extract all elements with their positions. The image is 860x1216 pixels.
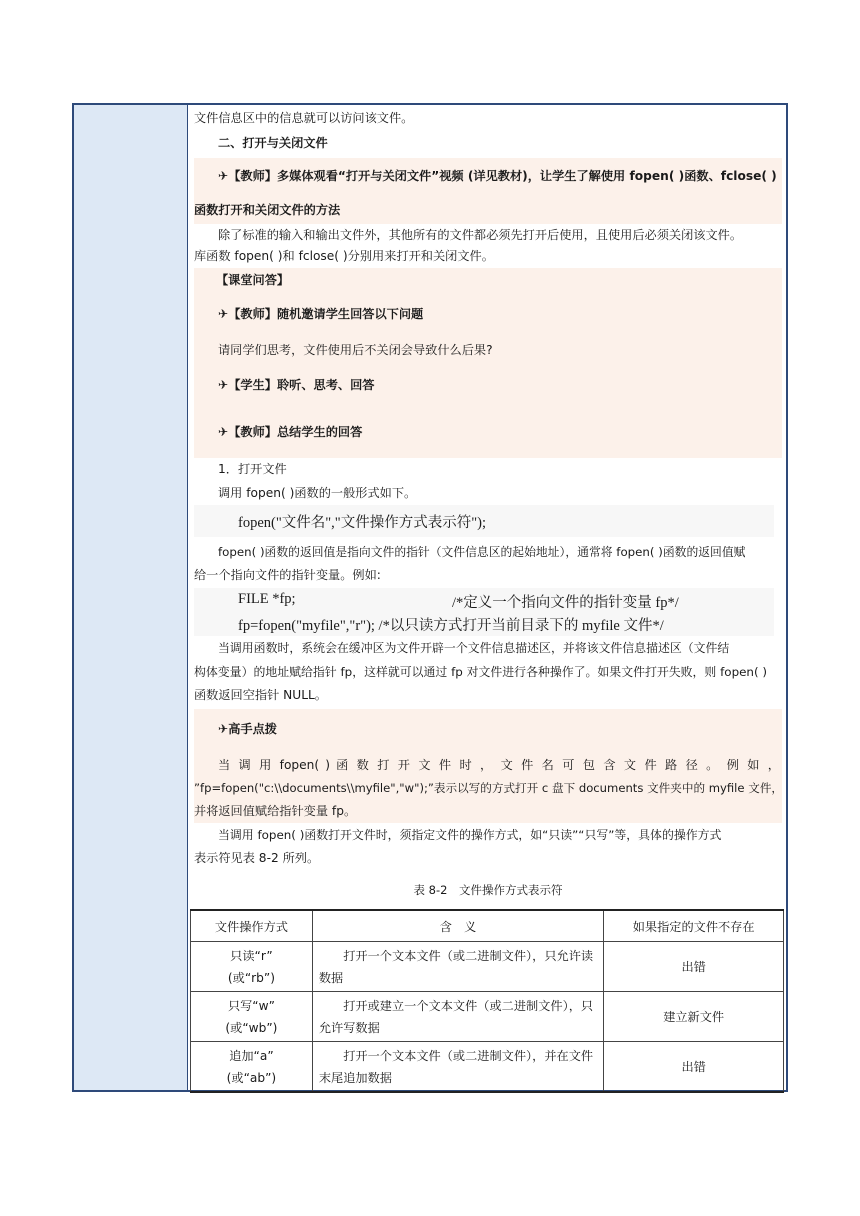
mode-binary: (或“ab”) xyxy=(226,1070,277,1085)
file-mode-table xyxy=(190,909,784,1093)
meaning-cell: 打开一个文本文件（或二进制文件），只允许读数据 xyxy=(312,942,603,992)
qa-question: 请同学们思考，文件使用后不关闭会导致什么后果? xyxy=(218,343,493,357)
mode-name: 追加“a” xyxy=(229,1048,274,1063)
code-form-box xyxy=(194,505,774,537)
qa-title: 【课堂问答】 xyxy=(216,273,290,287)
header-meaning: 含 义 xyxy=(312,910,603,942)
call-line1: 当调用函数时，系统会在缓冲区为文件开辟一个文件信息描述区，并将该文件信息描述区（文件结 xyxy=(218,641,730,655)
tip-box xyxy=(194,709,782,823)
mode-cell xyxy=(191,992,313,1042)
mode-line1: 当调用 fopen( )函数打开文件时，须指定文件的操作方式，如“只读”“只写”等，具体的操作方式 xyxy=(218,828,722,842)
call-line3: 函数返回空指针 NULL。 xyxy=(194,688,327,702)
code-example-box xyxy=(194,588,774,636)
mode-line2: 表示符见表 8-2 所列。 xyxy=(194,851,320,865)
table-row xyxy=(191,1042,784,1093)
qa-student: ✈【学生】聆听、思考、回答 xyxy=(218,378,375,392)
table-header-row xyxy=(191,910,784,942)
general-form-text: 调用 fopen( )函数的一般形式如下。 xyxy=(218,486,417,500)
mode-cell xyxy=(191,942,313,992)
mode-binary: (或“rb”) xyxy=(227,970,275,985)
mode-binary: (或“wb”) xyxy=(225,1020,278,1035)
header-mode: 文件操作方式 xyxy=(191,910,313,942)
call-line2: 构体变量）的地址赋给指针 fp，这样就可以通过 fp 对文件进行各种操作了。如果文件打开失败，则 fopen( ) xyxy=(194,665,768,679)
section-heading: 二、打开与关闭文件 xyxy=(218,136,328,150)
para-continuation: 文件信息区中的信息就可以访问该文件。 xyxy=(194,111,414,125)
table-row xyxy=(191,942,784,992)
content-column xyxy=(190,105,786,1090)
mode-cell xyxy=(191,1042,313,1093)
meaning-cell: 打开一个文本文件（或二进制文件），并在文件末尾追加数据 xyxy=(312,1042,603,1093)
tip-title: ✈高手点拨 xyxy=(218,722,277,736)
return-line1: fopen( )函数的返回值是指向文件的指针（文件信息区的起始地址），通常将 fopen( )函数的返回值赋 xyxy=(218,545,746,559)
tip-line3: 并将返回值赋给指针变量 fp。 xyxy=(194,804,357,818)
table-caption: 表 8-2 文件操作方式表示符 xyxy=(413,883,563,897)
qa-box xyxy=(194,268,782,458)
mode-name: 只写“w” xyxy=(227,998,275,1013)
code-line1-comment: /*定义一个指向文件的指针变量 fp*/ xyxy=(452,595,679,611)
qa-teacher-invite: ✈【教师】随机邀请学生回答以下问题 xyxy=(218,307,424,321)
intro-line1: 除了标准的输入和输出文件外，其他所有的文件都必须先打开后使用，且使用后必须关闭该文件。 xyxy=(218,228,743,242)
lesson-frame xyxy=(72,103,788,1092)
code-line2: fp=fopen("myfile","r"); /*以只读方式打开当前目录下的 myfile 文件*/ xyxy=(238,618,664,634)
teacher-video-box xyxy=(194,158,782,224)
intro-line2: 库函数 fopen( )和 fclose( )分别用来打开和关闭文件。 xyxy=(194,249,494,263)
missing-cell: 出错 xyxy=(604,942,784,992)
code-line1-stmt: FILE *fp; xyxy=(238,591,296,607)
tip-line1: 当 调 用 fopen( ) 函 数 打 开 文 件 时 ， 文 件 名 可 包 含 文 件 路 径 。 例 如 ， xyxy=(218,758,780,772)
open-file-heading: 1．打开文件 xyxy=(218,462,287,476)
qa-summary: ✈【教师】总结学生的回答 xyxy=(218,425,363,439)
header-missing: 如果指定的文件不存在 xyxy=(604,910,784,942)
teacher-video-line2: 函数打开和关闭文件的方法 xyxy=(194,203,341,217)
left-column xyxy=(74,105,188,1090)
table-row xyxy=(191,992,784,1042)
code-form: fopen("文件名","文件操作方式表示符"); xyxy=(238,515,486,531)
missing-cell: 出错 xyxy=(604,1042,784,1093)
mode-name: 只读“r” xyxy=(230,948,273,963)
teacher-video-line1: ✈【教师】多媒体观看“打开与关闭文件”视频 (详见教材)，让学生了解使用 fopen( )函数、fclose( ) xyxy=(218,169,777,183)
return-line2: 给一个指向文件的指针变量。例如: xyxy=(194,568,381,582)
missing-cell: 建立新文件 xyxy=(604,992,784,1042)
meaning-cell: 打开或建立一个文本文件（或二进制文件），只允许写数据 xyxy=(312,992,603,1042)
tip-line2: ”fp=fopen("c:\\documents\\myfile","w");”表示以写的方式打开 c 盘下 documents 文件夹中的 myfile 文件， xyxy=(194,781,784,795)
